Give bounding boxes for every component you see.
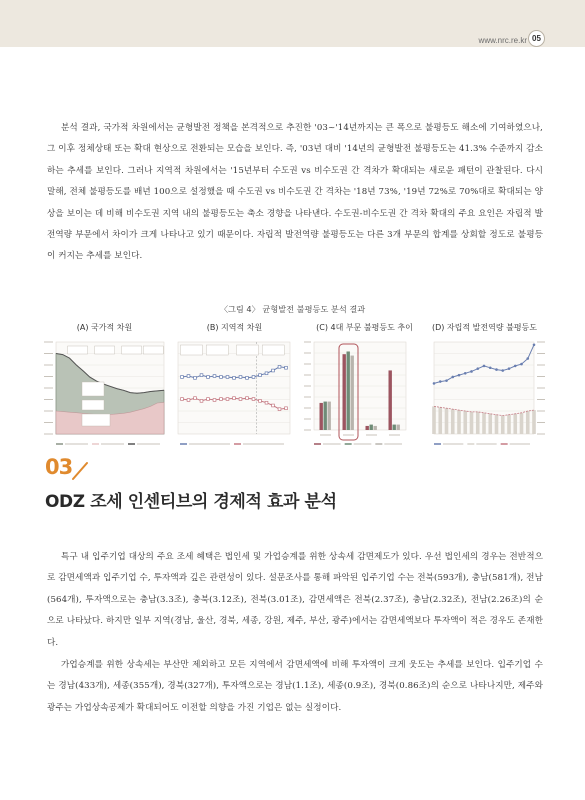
- chart-a-annotation-box: [82, 400, 104, 410]
- chart-b-point: [259, 399, 262, 402]
- chart-b-point: [246, 376, 249, 379]
- chart-b-point: [220, 376, 223, 379]
- chart-a: [42, 338, 167, 450]
- chart-d-panel: [422, 338, 547, 450]
- chart-a-annotation-box: [95, 346, 115, 354]
- panel-title-c: (C) 4대 부문 불평등도 추이: [316, 323, 413, 332]
- chart-c-bar: [397, 425, 400, 430]
- section-title: ODZ 조세 인센티브의 경제적 효과 분석: [45, 492, 337, 512]
- chart-d-bar: [432, 406, 436, 434]
- panel-title-a: (A) 국가적 차원: [76, 323, 133, 332]
- figure-title: 〈그림 4〉 균형발전 불평등도 분석 결과: [219, 304, 366, 314]
- chart-b-annotation-box: [180, 345, 202, 355]
- chart-d-point: [445, 379, 448, 382]
- chart-b-point: [259, 374, 262, 377]
- chart-d-bar: [513, 414, 517, 434]
- chart-b-point: [194, 397, 197, 400]
- chart-d-bar: [507, 415, 511, 434]
- chart-c-bar: [351, 356, 354, 430]
- chart-d-bar: [501, 416, 505, 434]
- body-paragraph-1: 분석 결과, 국가적 차원에서는 균형발전 정책을 본격적으로 추진한 '03~'14년까지는 큰 폭으로 불평등도 해소에 기여하였으나, 그 이후 정체상태 또는 확대 현상으로 전환되는 모습을 보인다. 즉, '03년 대비 '14년의 균형발전 불평등도는 41.3% 수준까지 감소하는 추세를 보인다. 그러나 지역적 차원에서는 '15년부터 수도권 vs 비수도권 간 격차가 확대되는 새로운 패턴이 관찰된다. 다시 말해, 전체 불평등도를 배년 100으로 설정했을 때 수도권 vs 비수도권 간 격차는 '18년 73%, '19년 72%로 70%대로 확대되는 양상을 보이는 데 비해 비수도권 지역 내의 불평등도는 축소 경향을 나타낸다. 수도권-비수도권 간 격차 확대의 주요 요인은 자립적 발전역량 부문에서 차이가 크게 나타나고 있기 때문이다. 자립적 발전역량 불평등도는 다른 3개 부문의 합계를 상회할 정도로 불평등이 커지는 추세를 보인다.: [47, 123, 543, 262]
- chart-b-point: [265, 401, 268, 404]
- chart-b-point: [278, 365, 281, 368]
- chart-b: [172, 338, 297, 450]
- panel-title-d: (D) 자립적 발전역량 불평등도: [431, 323, 538, 332]
- chart-b-point: [200, 399, 203, 402]
- section-slash-icon: [70, 459, 90, 481]
- chart-c-bar: [393, 425, 396, 430]
- chart-b-point: [233, 376, 236, 379]
- chart-b-point: [239, 376, 242, 379]
- chart-d-bar: [476, 412, 480, 434]
- chart-a-annotation-box: [122, 346, 142, 354]
- chart-c-bar: [328, 402, 331, 430]
- chart-d-bar: [532, 410, 536, 434]
- chart-d-bar: [457, 410, 461, 434]
- chart-b-point: [213, 399, 216, 402]
- chart-b-point: [265, 372, 268, 375]
- chart-d-bar: [488, 414, 492, 434]
- chart-b-point: [272, 369, 275, 372]
- chart-d-bar: [495, 415, 499, 434]
- chart-d-bar: [451, 409, 455, 434]
- chart-d-bar: [482, 413, 486, 434]
- chart-a-annotation-box: [143, 346, 163, 354]
- chart-b-point: [200, 374, 203, 377]
- chart-d-point: [489, 366, 492, 369]
- chart-b-point: [194, 376, 197, 379]
- chart-b-point: [233, 397, 236, 400]
- chart-b-point: [252, 398, 255, 401]
- chart-c: [302, 338, 412, 450]
- chart-b-point: [181, 398, 184, 401]
- chart-d-point: [451, 376, 454, 379]
- chart-d-point: [458, 374, 461, 377]
- chart-b-point: [226, 398, 229, 401]
- chart-a-panel: [42, 338, 167, 450]
- chart-d-point: [470, 370, 473, 373]
- chart-b-point: [278, 408, 281, 411]
- chart-c-bar: [343, 354, 346, 430]
- chart-c-bar: [324, 402, 327, 430]
- section-number: 03: [45, 455, 73, 479]
- chart-b-panel: [172, 338, 297, 450]
- chart-d-bar: [526, 411, 530, 434]
- chart-b-annotation-box: [236, 345, 258, 355]
- chart-c-bar: [374, 426, 377, 430]
- chart-b-point: [239, 398, 242, 401]
- chart-d-bar: [445, 408, 449, 434]
- chart-b-point: [187, 399, 190, 402]
- chart-d-point: [501, 369, 504, 372]
- chart-b-point: [207, 376, 210, 379]
- chart-b-point: [272, 404, 275, 407]
- site-url[interactable]: www.nrc.re.kr: [478, 36, 527, 45]
- chart-d-point: [464, 372, 467, 375]
- chart-b-annotation-box: [262, 345, 284, 355]
- chart-b-point: [285, 407, 288, 410]
- chart-b-point: [213, 375, 216, 378]
- chart-d-point: [476, 367, 479, 370]
- chart-d-point: [495, 368, 498, 371]
- chart-c-bar: [366, 426, 369, 430]
- chart-a-annotation-box: [68, 346, 88, 354]
- chart-c-bar: [347, 351, 350, 430]
- chart-c-bar: [320, 403, 323, 430]
- chart-b-point: [246, 397, 249, 400]
- chart-b-point: [181, 376, 184, 379]
- chart-b-annotation-box: [206, 345, 228, 355]
- chart-d-bar: [520, 413, 524, 434]
- chart-d-point: [433, 382, 436, 385]
- chart-d-point: [508, 367, 511, 370]
- body-paragraph-2: 특구 내 입주기업 대상의 주요 조세 혜택은 법인세 및 가업승계를 위한 상속세 감면제도가 있다. 우선 법인세의 경우는 전반적으로 감면세액과 입주기업 수, 투자액과 깊은 관련성이 있다. 설문조사를 통해 파악된 입주기업 수는 전북(593개), 충남(581개), 전남(564개), 투자액으로는 충남(3.3조), 충북(3.12조), 전북(3.01조), 감면세액은 전북(2.37조), 충남(2.32조), 전남(2.26조)의 순으로 나타났다. 하지만 일부 지역(경남, 울산, 경북, 세종, 강원, 제주, 부산, 광주)에서는 감면세액보다 투자액이 적은 경우도 존재한다.: [47, 552, 543, 648]
- panel-title-b: (B) 지역적 차원: [206, 323, 263, 332]
- chart-a-annotation-box: [82, 414, 110, 426]
- body-paragraph-3: 가업승계를 위한 상속세는 부산만 제외하고 모든 지역에서 감면세액에 비해 투자액이 크게 웃도는 추세를 보인다. 입주기업 수는 경남(433개), 세종(355개), 경북(327개), 투자액으로는 경남(1.1조), 세종(0.9조), 경북(0.86조)의 순으로 나타나지만, 제주와 광주는 가업상속공제가 확대되어도 이전할 의향을 가진 기업은 없는 실정이다.: [47, 660, 543, 713]
- chart-d-point: [439, 380, 442, 383]
- chart-d-point: [514, 365, 517, 368]
- page-number-badge: 05: [528, 30, 545, 47]
- chart-b-point: [187, 375, 190, 378]
- chart-c-panel: [302, 338, 412, 450]
- chart-d-point: [533, 343, 536, 346]
- chart-d-point: [483, 365, 486, 368]
- chart-d-point: [520, 363, 523, 366]
- chart-d-bar: [438, 407, 442, 434]
- chart-b-point: [252, 376, 255, 379]
- chart-a-annotation-box: [82, 382, 104, 396]
- chart-d-bar: [463, 411, 467, 434]
- chart-d-point: [526, 357, 529, 360]
- chart-b-point: [226, 376, 229, 379]
- chart-b-point: [207, 398, 210, 401]
- chart-d: [422, 338, 547, 450]
- chart-b-point: [220, 398, 223, 401]
- chart-c-bar: [389, 370, 392, 430]
- chart-b-point: [285, 366, 288, 369]
- chart-d-bar: [470, 412, 474, 434]
- chart-c-bar: [370, 425, 373, 430]
